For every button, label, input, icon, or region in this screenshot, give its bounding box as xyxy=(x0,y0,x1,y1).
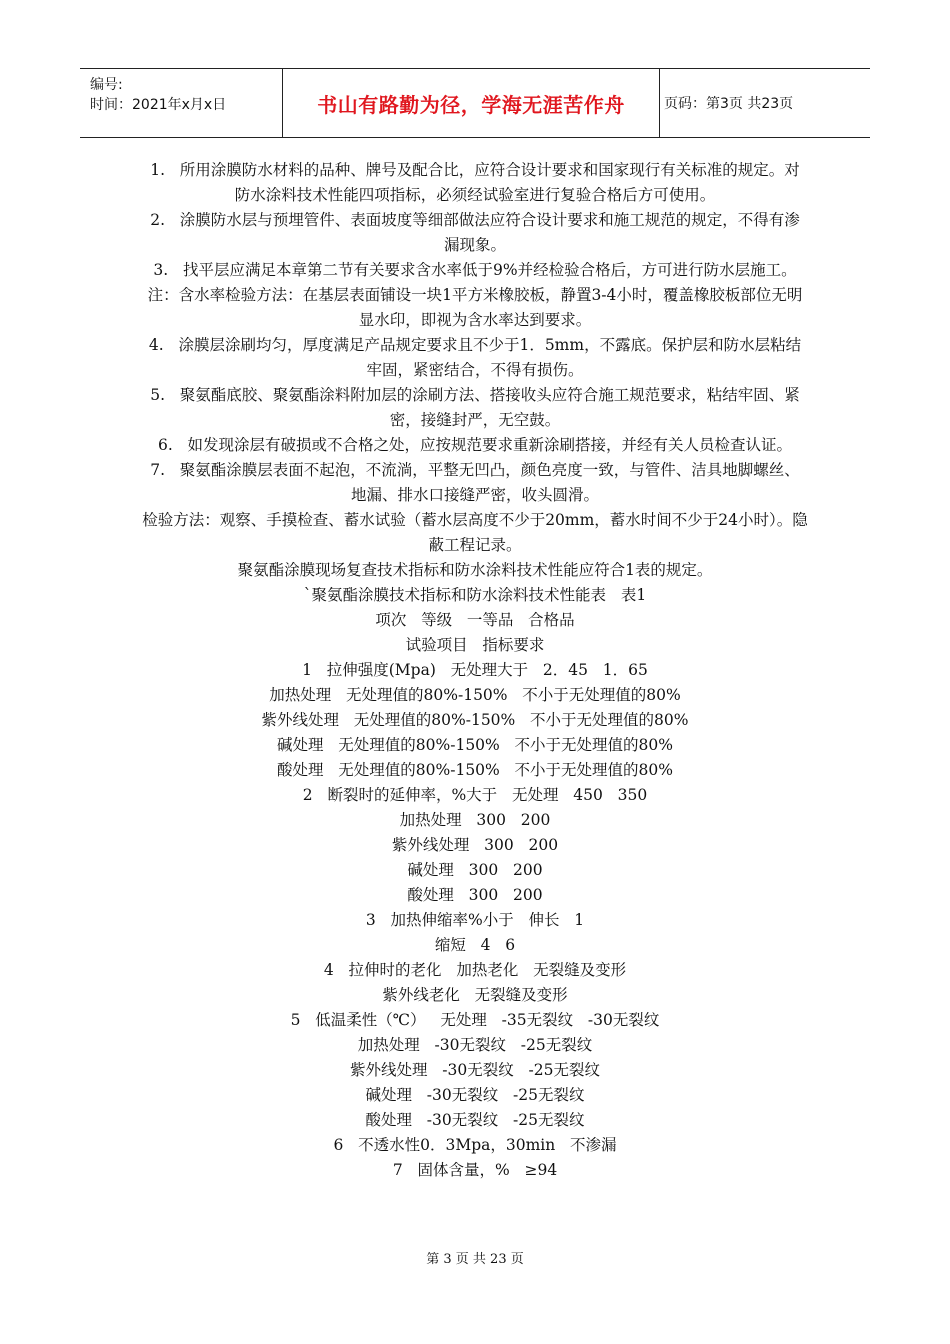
paragraph-item-5: 5. 聚氨酯底胶、聚氨酯涂料附加层的涂刷方法、搭接收头应符合施工规范要求，粘结牢固、紧密，接缝封严，无空鼓。 xyxy=(150,386,800,429)
table-row: 酸处理 无处理值的80%-150% 不小于无处理值的80% xyxy=(276,761,673,779)
paragraph-item-4: 4. 涂膜层涂刷均匀，厚度满足产品规定要求且不少于1．5mm，不露底。保护层和防水层粘结牢固，紧密结合，不得有损伤。 xyxy=(148,336,802,379)
table-reference: 聚氨酯涂膜现场复查技术指标和防水涂料技术性能应符合1表的规定。 xyxy=(237,561,713,579)
page-footer: 第 3 页 共 23 页 xyxy=(426,1252,524,1267)
table-header-row: 试验项目 指标要求 xyxy=(405,636,545,654)
table-row: 1 拉伸强度(Mpa) 无处理大于 2．45 1．65 xyxy=(302,661,648,679)
table-row: 紫外线老化 无裂缝及变形 xyxy=(382,986,568,1004)
table-row: 5 低温柔性（℃） 无处理 -35无裂纹 -30无裂纹 xyxy=(290,1011,660,1029)
table-header-row: 项次 等级 一等品 合格品 xyxy=(375,611,575,629)
paragraph-item-7: 7. 聚氨酯涂膜层表面不起泡，不流淌，平整无凹凸，颜色亮度一致，与管件、洁具地脚螺丝、地漏、排水口接缝严密，收头圆滑。 xyxy=(150,461,800,504)
table-title: `聚氨酯涂膜技术指标和防水涂料技术性能表 表1 xyxy=(303,586,647,604)
table-row: 2 断裂时的延伸率，%大于 无处理 450 350 xyxy=(302,786,648,804)
table-row: 紫外线处理 300 200 xyxy=(391,836,559,854)
table-row: 酸处理 300 200 xyxy=(407,886,543,904)
header-motto: 书山有路勤为径，学海无涯苦作舟 xyxy=(283,69,660,137)
document-time-label: 时间：2021年x月x日 xyxy=(90,97,227,113)
table-row: 碱处理 -30无裂纹 -25无裂纹 xyxy=(365,1086,585,1104)
header-meta xyxy=(80,69,283,137)
table-row: 6 不透水性0．3Mpa，30min 不渗漏 xyxy=(333,1136,617,1154)
document-number-label: 编号: xyxy=(90,77,123,93)
table-row: 7 固体含量，% ≥94 xyxy=(392,1161,558,1179)
paragraph-item-2: 2. 涂膜防水层与预埋管件、表面坡度等细部做法应符合设计要求和施工规范的规定，不得有渗漏现象。 xyxy=(150,211,800,254)
table-row: 紫外线处理 -30无裂纹 -25无裂纹 xyxy=(350,1061,600,1079)
table-row: 4 拉伸时的老化 加热老化 无裂缝及变形 xyxy=(323,961,627,979)
table-row: 碱处理 300 200 xyxy=(407,861,543,879)
table-row: 碱处理 无处理值的80%-150% 不小于无处理值的80% xyxy=(276,736,673,754)
header-page-number: 页码：第3页 共23页 xyxy=(664,96,794,112)
table-row: 缩短 4 6 xyxy=(434,936,516,954)
inspection-method: 检验方法：观察、手摸检查、蓄水试验（蓄水层高度不少于20mm，蓄水时间不少于24小时）。隐蔽工程记录。 xyxy=(142,511,808,554)
paragraph-item-1: 1. 所用涂膜防水材料的品种、牌号及配合比，应符合设计要求和国家现行有关标准的规定。对防水涂料技术性能四项指标，必须经试验室进行复验合格后方可使用。 xyxy=(150,161,800,204)
table-row: 紫外线处理 无处理值的80%-150% 不小于无处理值的80% xyxy=(261,711,689,729)
table-row: 加热处理 -30无裂纹 -25无裂纹 xyxy=(357,1036,593,1054)
table-row: 加热处理 300 200 xyxy=(399,811,551,829)
table-row: 3 加热伸缩率%小于 伸长 1 xyxy=(365,911,585,929)
document-body xyxy=(142,158,808,1183)
paragraph-item-6: 6. 如发现涂层有破损或不合格之处，应按规范要求重新涂刷搭接，并经有关人员检查认证。 xyxy=(157,436,793,454)
table-row: 酸处理 -30无裂纹 -25无裂纹 xyxy=(365,1111,585,1129)
page-header xyxy=(80,68,870,138)
table-row: 加热处理 无处理值的80%-150% 不小于无处理值的80% xyxy=(269,686,681,704)
paragraph-item-3: 3. 找平层应满足本章第二节有关要求含水率低于9%并经检验合格后，方可进行防水层施工。 注：含水率检验方法：在基层表面铺设一块1平方米橡胶板，静置3-4小时，覆盖橡胶板部位无明显水印，即视为含水率达到要求。 xyxy=(147,261,807,329)
